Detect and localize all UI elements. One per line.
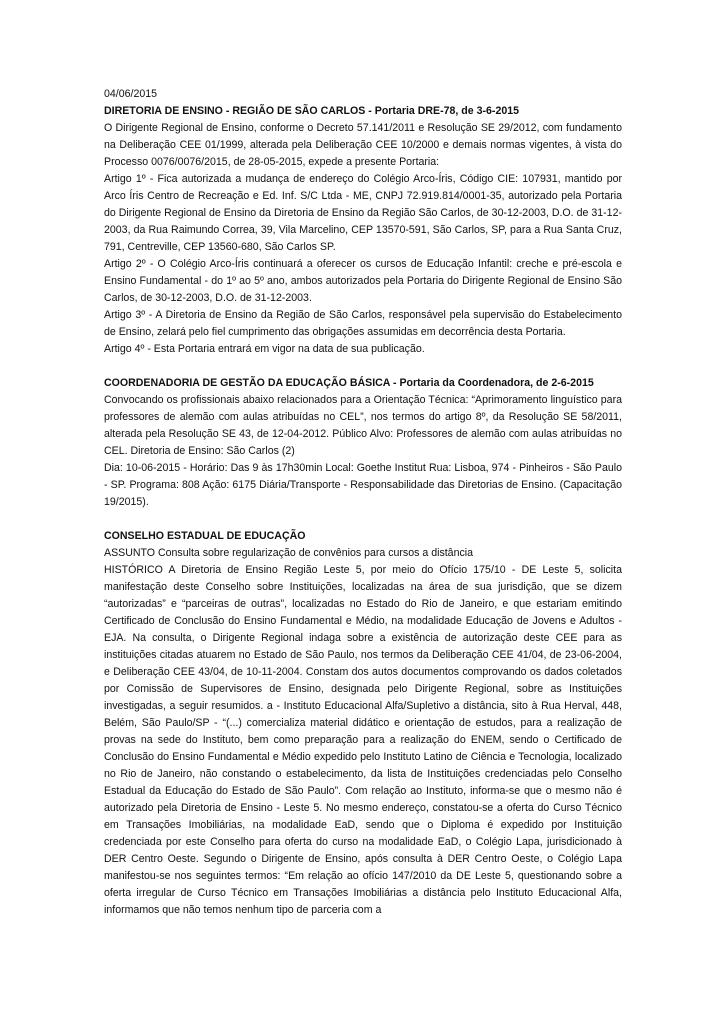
section-heading-coordenadoria: COORDENADORIA DE GESTÃO DA EDUCAÇÃO BÁSICA - Portaria da Coordenadora, de 2-6-2015 <box>104 377 594 389</box>
document-page <box>104 86 622 919</box>
article-3-paragraph: Artigo 3º - A Diretoria de Ensino da Região de São Carlos, responsável pela supervisão do Estabelecimento de Ensino, zelará pelo fiel cumprimento das obrigações assumidas em decorrência desta Portaria. <box>104 309 622 338</box>
section-spacer <box>104 358 622 375</box>
section-spacer <box>104 511 622 528</box>
section-heading-conselho: CONSELHO ESTADUAL DE EDUCAÇÃO <box>104 530 306 542</box>
article-4-paragraph: Artigo 4º - Esta Portaria entrará em vigor na data de sua publicação. <box>104 343 425 355</box>
article-2-paragraph: Artigo 2º - O Colégio Arco-Íris continuará a oferecer os cursos de Educação Infantil: creche e pré-escola e Ensino Fundamental - do 1º ao 5º ano, ambos autorizados pela Portaria do Dirigente Regional de Ensino São Carlos, de 30-12-2003, D.O. de 31-12-2003. <box>104 258 622 304</box>
subject-line: ASSUNTO Consulta sobre regularização de convênios para cursos a distância <box>104 547 474 559</box>
history-paragraph: HISTÓRICO A Diretoria de Ensino Região Leste 5, por meio do Ofício 175/10 - DE Leste 5, solicita manifestação deste Conselho sobre Instituições, localizadas na área de sua jurisdição, que se dizem “autorizadas” e “parceiras de outras”, localizadas no Estado do Rio de Janeiro, e que estariam emitindo Certificado de Conclusão do Ensino Fundamental e Médio, na modalidade Educação de Jovens e Adultos - EJA. Na consulta, o Dirigente Regional indaga sobre a existência de autorização deste CEE para as instituições citadas atuarem no Estado de São Paulo, nos termos da Deliberação CEE 41/04, de 23-06-2004, e Deliberação CEE 43/04, de 10-11-2004. Constam dos autos documentos comprovando os dados coletados por Comissão de Supervisores de Ensino, designada pelo Dirigente Regional, sobre as Instituições investigadas, a seguir resumidos. a - Instituto Educacional Alfa/Supletivo a distância, sito à Rua Herval, 448, Belém, São Paulo/SP - “(...) comercializa material didático e orientação de estudos, para a realização de provas na sede do Instituto, bem como preparação para a realização do ENEM, sendo o Certificado de Conclusão do Ensino Fundamental e Médio expedido pelo Instituto Latino de Ciência e Tecnologia, localizado no Rio de Janeiro, não constando o estabelecimento, da lista de Instituições credenciadas pelo Conselho Estadual da Educação do Estado de São Paulo”. Com relação ao Instituto, informa-se que o mesmo não é autorizado pela Diretoria de Ensino - Leste 5. No mesmo endereço, constatou-se a oferta do Curso Técnico em Transações Imobiliárias, na modalidade EaD, sendo que o Diploma é expedido por Instituição credenciada por este Conselho para oferta do curso na modalidade EaD, o Colégio Lapa, jurisdicionado à DER Centro Oeste. Segundo o Dirigente de Ensino, após consulta à DER Centro Oeste, o Colégio Lapa manifestou-se nos seguintes termos: “Em relação ao ofício 147/2010 da DE Leste 5, questionando sobre a oferta irregular de Curso Técnico em Transações Imobiliárias a distância pelo Instituto Educacional Alfa, informamos que não temos nenhum tipo de parceria com a <box>104 564 622 916</box>
article-1-paragraph: Artigo 1º - Fica autorizada a mudança de endereço do Colégio Arco-Íris, Código CIE: 107931, mantido por Arco Íris Centro de Recreação e Ed. Inf. S/C Ltda - ME, CNPJ 72.919.814/0001-35, autorizado pela Portaria do Dirigente Regional de Ensino da Diretoria de Ensino da Região São Carlos, de 30-12-2003, D.O. de 31-12-2003, da Rua Raimundo Correa, 39, Vila Marcelino, CEP 13570-591, São Carlos, SP, para a Rua Santa Cruz, 791, Centreville, CEP 13560-680, São Carlos SP. <box>104 173 622 253</box>
convocation-paragraph: Convocando os profissionais abaixo relacionados para a Orientação Técnica: “Aprimoramento linguístico para professores de alemão com aulas atribuídas no CEL”, nos termos do artigo 8º, da Resolução SE 58/2011, alterada pela Resolução SE 43, de 12-04-2012. Público Alvo: Professores de alemão com aulas atribuídas no CEL. Diretoria de Ensino: São Carlos (2) <box>104 394 622 457</box>
section-heading-diretoria: DIRETORIA DE ENSINO - REGIÃO DE SÃO CARLOS - Portaria DRE-78, de 3-6-2015 <box>104 105 520 117</box>
portaria-intro-paragraph: O Dirigente Regional de Ensino, conforme o Decreto 57.141/2011 e Resolução SE 29/2012, com fundamento na Deliberação CEE 01/1999, alterada pela Deliberação CEE 10/2000 e demais normas vigentes, à vista do Processo 0076/0076/2015, de 28-05-2015, expede a presente Portaria: <box>104 122 622 168</box>
document-date: 04/06/2015 <box>104 88 158 100</box>
event-details-paragraph: Dia: 10-06-2015 - Horário: Das 9 às 17h30min Local: Goethe Institut Rua: Lisboa, 974 - Pinheiros - São Paulo - SP. Programa: 808 Ação: 6175 Diária/Transporte - Responsabilidade das Diretorias de Ensino. (Capacitação 19/2015). <box>104 462 622 508</box>
